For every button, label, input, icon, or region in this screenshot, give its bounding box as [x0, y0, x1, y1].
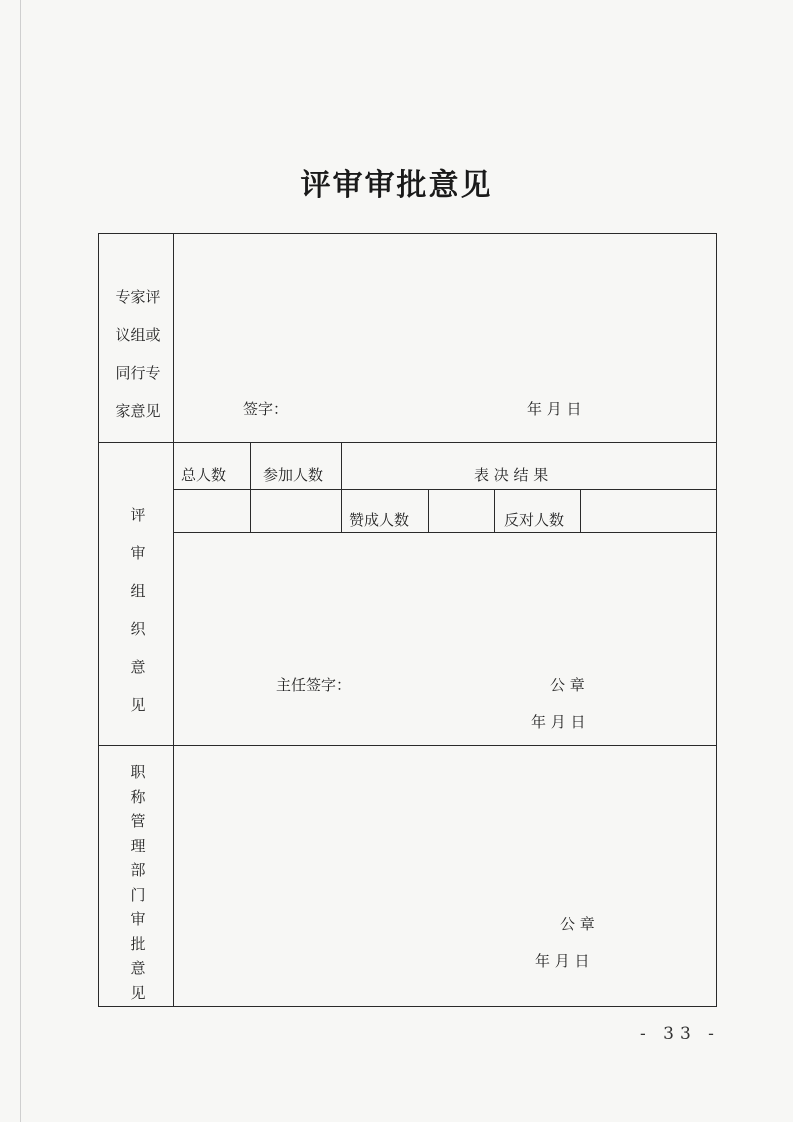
review-org-label-char: 织 [130, 620, 146, 638]
vote-col-divider-1 [250, 442, 251, 533]
expert-opinion-label-line: 议组或 [115, 326, 161, 344]
vote-result-header: 表 决 结 果 [474, 466, 549, 484]
table-outer-border [98, 233, 717, 1007]
review-org-label [108, 496, 168, 724]
department-approval-label-char: 管 [130, 812, 146, 830]
page-number: - 33 - [640, 1024, 720, 1044]
department-approval-label-char: 门 [130, 885, 146, 904]
vote-table-bottom [173, 532, 716, 533]
oppose-count-label: 反对人数 [504, 511, 565, 529]
expert-opinion-label-line: 专家评 [115, 288, 161, 306]
review-org-label-char: 意 [130, 658, 146, 676]
director-signature-label: 主任签字： [276, 676, 352, 694]
participants-count-header: 参加人数 [263, 466, 324, 484]
section-divider-1 [98, 442, 716, 443]
section-divider-2 [98, 745, 716, 746]
total-count-header: 总人数 [181, 466, 227, 484]
expert-opinion-label [108, 278, 168, 430]
department-approval-label-char: 理 [130, 836, 146, 855]
vote-col-divider-5 [580, 489, 581, 533]
department-approval-label-char: 批 [130, 934, 146, 953]
review-org-seal-label: 公 章 [550, 676, 585, 694]
oppose-count-cell[interactable] [582, 491, 715, 531]
department-approval-label [108, 760, 168, 1005]
page-title: 评审审批意见 [300, 168, 493, 203]
approve-count-label: 赞成人数 [349, 511, 410, 529]
expert-signature-label: 签字： [243, 400, 289, 418]
department-approval-label-char: 见 [130, 983, 146, 1002]
department-date: 年 月 日 [535, 952, 590, 970]
department-approval-label-char: 职 [130, 763, 146, 781]
review-org-date: 年 月 日 [531, 713, 586, 731]
vote-col-divider-2 [341, 442, 342, 533]
department-approval-label-char: 称 [130, 787, 146, 806]
department-approval-label-char: 意 [130, 959, 146, 977]
total-count-cell[interactable] [175, 491, 249, 531]
expert-opinion-label-line: 同行专 [115, 364, 161, 382]
expert-date: 年 月 日 [527, 400, 582, 418]
review-org-label-char: 审 [130, 544, 146, 562]
review-org-label-char: 组 [130, 582, 146, 600]
review-org-label-char: 见 [130, 696, 146, 714]
expert-opinion-label-line: 家意见 [115, 402, 161, 420]
label-column-divider [173, 233, 174, 1006]
department-seal-label: 公 章 [560, 915, 595, 933]
participants-count-cell[interactable] [252, 491, 340, 531]
vote-col-divider-3 [428, 489, 429, 533]
department-approval-label-char: 部 [130, 861, 146, 879]
department-approval-label-char: 审 [130, 910, 146, 928]
review-org-label-char: 评 [130, 506, 146, 524]
approve-count-cell[interactable] [430, 491, 493, 531]
vote-row-divider [173, 489, 716, 490]
vote-col-divider-4 [494, 489, 495, 533]
